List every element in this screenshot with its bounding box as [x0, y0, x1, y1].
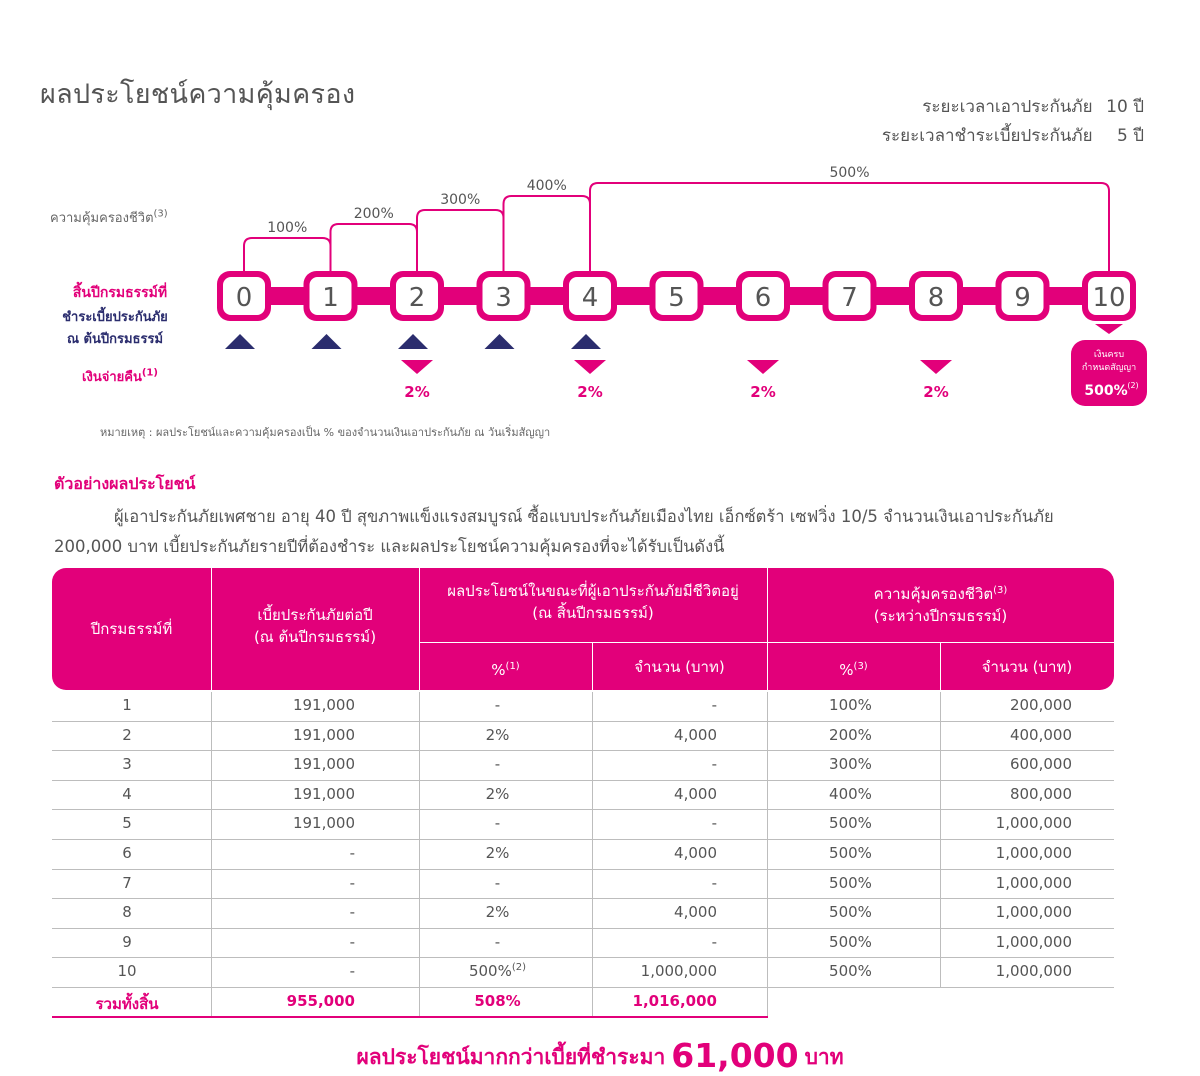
header-life-amount: จำนวน (บาท)	[981, 658, 1073, 676]
maturity-value: 500%	[1084, 383, 1128, 399]
cell-life-amount: 1,000,000	[995, 843, 1072, 862]
cell-premium: -	[349, 962, 355, 981]
year-number: 6	[754, 283, 772, 313]
year-number: 8	[927, 283, 945, 313]
coverage-bracket	[417, 210, 504, 276]
year-number: 1	[322, 283, 339, 313]
cell-year: 5	[122, 814, 132, 833]
example-text: ผู้เอาประกันภัยเพศชาย อายุ 40 ปี สุขภาพแข็งแรงสมบูรณ์ ซื้อแบบประกันภัยเมืองไทย เอ็กซ์ตร้า เซฟวิ่ง 10/5 จำนวนเงินเอาประกันภัย 200,000 บาท เบี้ยประกันภัยรายปีที่ต้องชำระ และผลประโยชน์ความคุ้มครองที่จะได้รับเป็นดังนี้	[54, 507, 1054, 556]
coverage-label-text: ความคุ้มครองชีวิต	[50, 211, 154, 226]
cell-life-amount: 1,000,000	[995, 873, 1072, 892]
cell-life-amount: 800,000	[1009, 784, 1072, 803]
cell-life-amount: 600,000	[1009, 755, 1072, 774]
cell-premium: 191,000	[292, 814, 355, 833]
cashback-marker	[574, 360, 606, 374]
cell-life-amount: 1,000,000	[995, 962, 1072, 981]
coverage-step-label: 100%	[267, 220, 308, 236]
cashback-marker	[747, 360, 779, 374]
cell-living-pct: 2%	[485, 903, 510, 922]
year-number: 9	[1014, 283, 1031, 313]
premium-payment-marker	[225, 334, 255, 349]
cell-living-pct: 2%	[485, 784, 510, 803]
cell-living-pct: 2%	[485, 725, 510, 744]
coverage-step-label: 500%	[829, 165, 870, 181]
cell-premium: -	[349, 932, 355, 951]
cell-living-amount: 4,000	[674, 784, 717, 803]
cell-year: 10	[117, 962, 137, 981]
header-life-coverage	[767, 580, 1114, 627]
header-life-line1: ความคุ้มครองชีวิต	[873, 585, 994, 603]
header-life-pct-text: %	[839, 661, 854, 679]
year-number: 4	[581, 283, 599, 313]
cell-premium: 191,000	[292, 784, 355, 803]
coverage-bracket	[244, 238, 331, 276]
cell-life-pct: 500%	[829, 873, 872, 892]
header-life-line2: (ระหว่างปีกรมธรรม์)	[873, 607, 1008, 625]
cashback-label	[60, 366, 180, 387]
maturity-text: กำหนดสัญญา	[1081, 363, 1137, 373]
cell-living-amount: -	[711, 755, 717, 774]
premium-payment-marker	[312, 334, 342, 349]
header-living-pct	[419, 656, 592, 681]
cell-year: 2	[122, 725, 132, 744]
cashback-value: 2%	[577, 383, 603, 401]
cell-living-pct: -	[494, 873, 501, 892]
cell-life-pct: 200%	[829, 725, 872, 744]
coverage-period-label: ระยะเวลาเอาประกันภัย	[922, 97, 1093, 117]
header-living-pct-note: (1)	[505, 661, 520, 672]
cell-living-pct: -	[494, 755, 501, 774]
cell-living-amount: 4,000	[674, 903, 717, 922]
coverage-label-note: (3)	[153, 208, 168, 220]
year-number: 2	[408, 283, 426, 313]
benefit-summary	[0, 1036, 1200, 1075]
cell-life-pct: 500%	[829, 903, 872, 922]
cell-life-pct: 500%	[829, 814, 872, 833]
cell-premium: 191,000	[292, 755, 355, 774]
coverage-period	[922, 93, 1144, 120]
cashback-value: 2%	[923, 383, 949, 401]
payment-period	[882, 122, 1144, 149]
cell-living-amount: 4,000	[674, 843, 717, 862]
premium-label-line2: ณ ต้นปีกรมธรรม์	[66, 332, 164, 347]
header-living-benefit	[419, 580, 767, 624]
summary-amount: 61,000	[671, 1036, 799, 1075]
premium-payment-marker	[485, 334, 515, 349]
premium-label-line1: ชำระเบี้ยประกันภัย	[62, 310, 168, 325]
cell-life-amount: 1,000,000	[995, 814, 1072, 833]
cell-premium: -	[349, 903, 355, 922]
cell-premium: -	[349, 873, 355, 892]
cell-premium: 191,000	[292, 725, 355, 744]
coverage-bracket	[331, 224, 418, 276]
footnote: หมายเหตุ : ผลประโยชน์และความคุ้มครองเป็น % ของจำนวนเงินเอาประกันภัย ณ วันเริ่มสัญญา	[100, 426, 551, 439]
cell-life-amount: 1,000,000	[995, 932, 1072, 951]
coverage-step-label: 200%	[353, 206, 394, 222]
cell-living-amount: 1,000,000	[640, 962, 717, 981]
maturity-text: เงินครบ	[1093, 350, 1125, 360]
cell-year: 4	[122, 784, 132, 803]
table-header	[52, 568, 1114, 690]
header-life-note: (3)	[993, 585, 1008, 596]
coverage-period-value: 10 ปี	[1106, 97, 1144, 117]
page-title: ผลประโยชน์ความคุ้มครอง	[40, 79, 356, 110]
cell-year: 3	[122, 755, 132, 774]
premium-payment-marker	[571, 334, 601, 349]
total-row	[52, 988, 768, 1018]
cell-year: 8	[122, 903, 132, 922]
premium-payment-label	[40, 307, 190, 351]
payment-period-label: ระยะเวลาชำระเบี้ยประกันภัย	[881, 126, 1093, 146]
cashback-value: 2%	[750, 383, 776, 401]
total-living-pct: 508%	[474, 992, 521, 1010]
cashback-value: 2%	[404, 383, 430, 401]
year-number: 5	[668, 283, 685, 313]
example-description	[54, 502, 1054, 562]
header-premium	[211, 604, 419, 648]
coverage-bracket	[504, 196, 591, 276]
end-year-label: สิ้นปีกรมธรรม์ที่	[72, 285, 168, 301]
total-premium: 955,000	[286, 992, 355, 1010]
cell-life-pct: 400%	[829, 784, 872, 803]
header-premium-line1: เบี้ยประกันภัยต่อปี	[257, 606, 373, 624]
cell-year: 6	[122, 843, 132, 862]
cell-life-amount: 400,000	[1009, 725, 1072, 744]
header-life-pct	[767, 656, 940, 681]
summary-suffix: บาท	[804, 1045, 844, 1069]
cell-living-pct-note: (2)	[511, 962, 527, 974]
header-life-pct-note: (3)	[853, 661, 868, 672]
cell-living-pct: 2%	[485, 843, 510, 862]
total-living-amount: 1,016,000	[632, 992, 717, 1010]
cashback-label-text: เงินจ่ายคืน	[82, 370, 142, 385]
total-label: รวมทั้งสิ้น	[95, 995, 159, 1013]
header-premium-line2: (ณ ต้นปีกรมธรรม์)	[253, 628, 377, 646]
year-number: 0	[235, 283, 253, 313]
coverage-step-label: 400%	[526, 178, 567, 194]
cell-life-pct: 500%	[829, 962, 872, 981]
cashback-marker	[401, 360, 433, 374]
cell-life-pct: 500%	[829, 932, 872, 951]
header-living-line1: ผลประโยชน์ในขณะที่ผู้เอาประกันภัยมีชีวิตอยู่	[447, 582, 739, 600]
cell-living-amount: -	[711, 814, 717, 833]
payment-period-value: 5 ปี	[1116, 126, 1144, 146]
header-living-amount: จำนวน (บาท)	[634, 658, 725, 676]
cell-living-amount: 4,000	[674, 725, 717, 744]
year-number: 3	[495, 283, 512, 313]
cell-living-pct: -	[494, 696, 501, 714]
cell-living-amount: -	[711, 932, 717, 951]
cell-life-amount: 200,000	[1009, 696, 1072, 714]
cashback-label-note: (1)	[141, 367, 158, 379]
example-title: ตัวอย่างผลประโยชน์	[54, 474, 196, 493]
cell-life-pct: 300%	[829, 755, 872, 774]
cell-life-amount: 1,000,000	[995, 903, 1072, 922]
cell-year: 1	[122, 696, 132, 714]
cell-year: 7	[122, 873, 132, 892]
cell-premium: 191,000	[292, 696, 355, 714]
maturity-note: (2)	[1127, 381, 1139, 390]
coverage-step-label: 300%	[440, 192, 481, 208]
cell-life-pct: 100%	[829, 696, 872, 714]
coverage-bracket	[590, 183, 1109, 276]
cell-living-amount: -	[711, 873, 717, 892]
summary-prefix: ผลประโยชน์มากกว่าเบี้ยที่ชำระมา	[356, 1045, 666, 1069]
cell-premium: -	[349, 843, 355, 862]
cell-year: 9	[122, 932, 132, 951]
header-year: ปีกรมธรรม์ที่	[90, 620, 173, 638]
premium-payment-marker	[398, 334, 428, 349]
cell-life-pct: 500%	[829, 843, 872, 862]
cell-living-amount: -	[711, 696, 717, 714]
cell-living-pct: -	[494, 932, 501, 951]
header-living-pct-text: %	[491, 661, 506, 679]
cashback-marker	[920, 360, 952, 374]
cell-living-pct: 500%$^{(2)}$	[468, 962, 527, 981]
cell-living-pct: -	[494, 814, 501, 833]
header-living-line2: (ณ สิ้นปีกรมธรรม์)	[532, 604, 654, 622]
maturity-marker	[1095, 324, 1123, 334]
year-number: 7	[841, 283, 858, 313]
year-number: 10	[1092, 283, 1126, 313]
